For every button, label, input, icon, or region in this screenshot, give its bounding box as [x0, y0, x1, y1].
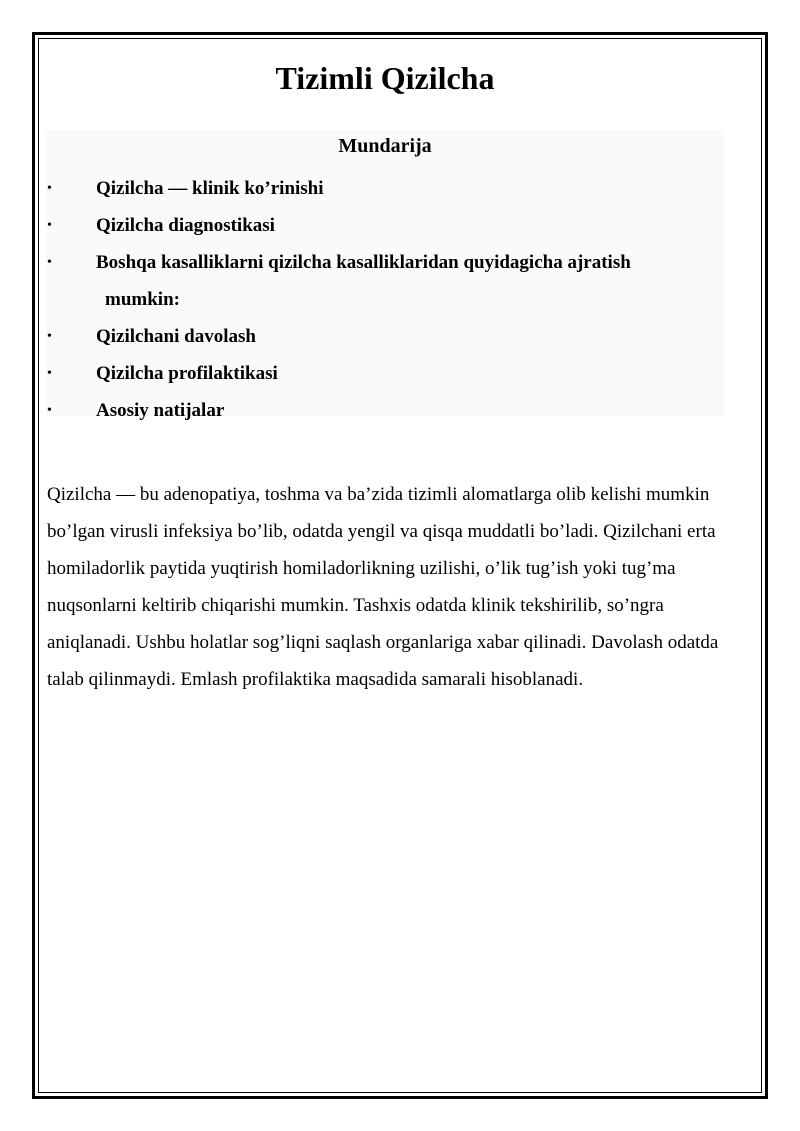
toc-item-differential[interactable] — [46, 244, 724, 318]
bullet-icon: • — [47, 255, 52, 270]
bullet-icon: • — [47, 403, 52, 418]
bullet-icon: • — [47, 329, 52, 344]
table-of-contents — [46, 130, 724, 421]
bullet-icon: • — [47, 218, 52, 233]
bullet-icon: • — [47, 366, 52, 381]
toc-item-label: Asosiy natijalar — [96, 400, 225, 421]
intro-paragraph: Qizilcha — bu adenopatiya, toshma va ba’zida tizimli alomatlarga olib kelishi mumkin bo’lgan virusli infeksiya bo’lib, odatda yengil va qisqa muddatli bo’ladi. Qizilchani erta homiladorlik paytida yuqtirish homiladorlikning uzilishi, o’lik tug’ish yoki tug’ma nuqsonlarni keltirib chiqarishi mumkin. Tashxis odatda klinik tekshirilib, so’ngra aniqlanadi. Ushbu holatlar sog’liqni saqlash organlariga xabar qilinadi. Davolash odatda talab qilinmaydi. Emlash profilaktika maqsadida samarali hisoblanadi. — [47, 484, 719, 690]
toc-item-prophylaxis[interactable] — [46, 355, 724, 392]
toc-item-diagnostics[interactable] — [46, 207, 724, 244]
toc-item-label: Qizilchani davolash — [96, 326, 256, 347]
toc-item-clinical-picture[interactable] — [46, 170, 724, 207]
toc-item-label: Qizilcha profilaktikasi — [96, 363, 278, 384]
toc-item-label: Qizilcha diagnostikasi — [96, 215, 275, 236]
toc-item-treatment[interactable] — [46, 318, 724, 355]
toc-item-key-results[interactable] — [46, 392, 724, 429]
document-title: Tizimli Qizilcha — [275, 60, 495, 96]
bullet-icon: • — [47, 181, 52, 196]
toc-item-label: Qizilcha — klinik ko’rinishi — [96, 178, 324, 199]
toc-heading: Mundarija — [338, 135, 432, 157]
toc-list — [46, 170, 724, 429]
toc-item-label-continuation: mumkin: — [105, 289, 180, 310]
toc-item-label: Boshqa kasalliklarni qizilcha kasalliklaridan quyidagicha ajratish — [96, 252, 631, 273]
